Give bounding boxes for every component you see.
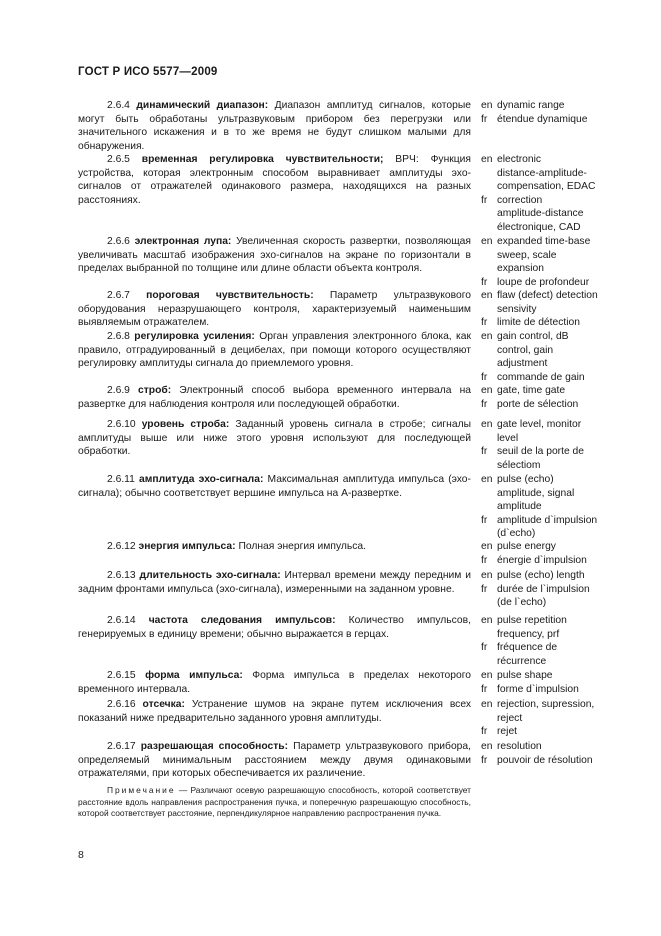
entry-definition: Орган управления электронного блока, как правило, отградуированный в децибелах, при помощи которого осуществляют регулировку амплитуды сигнала до приемлемого уровня. <box>78 331 471 369</box>
fr-term-line <box>481 683 631 697</box>
term-entry <box>78 569 471 596</box>
language-code: en <box>481 570 493 581</box>
fr-term: sélectiom <box>497 459 541 471</box>
entry-definition: Количество импульсов, генерируемых в единицу времени; обычно выражается в герцах. <box>78 615 471 640</box>
en-term: dynamic range <box>497 100 565 111</box>
en-term-line <box>481 669 631 683</box>
fr-term: seuil de la porte de <box>497 446 585 457</box>
en-term-line <box>481 712 631 726</box>
equivalent-terms <box>481 418 631 472</box>
en-term: pulse shape <box>497 670 553 681</box>
language-code: en <box>481 154 493 165</box>
en-term: control, gain <box>497 344 554 356</box>
language-code: en <box>481 699 493 710</box>
language-code: en <box>481 100 493 111</box>
equivalent-terms <box>481 235 631 289</box>
language-code <box>481 167 497 181</box>
language-code: fr <box>481 726 488 737</box>
equivalent-terms <box>481 614 631 668</box>
fr-term-line <box>481 583 631 597</box>
en-term-line <box>481 357 631 371</box>
fr-term: porte de sélection <box>497 398 579 410</box>
language-code: fr <box>481 194 488 206</box>
entry-term: энергия импульса: <box>138 541 236 552</box>
fr-term-line <box>481 221 631 235</box>
language-code <box>481 432 497 446</box>
fr-term-line <box>481 554 631 568</box>
en-term: pulse energy <box>497 541 556 552</box>
en-term: pulse repetition <box>497 615 567 626</box>
entry-number: 2.6.5 <box>107 154 130 165</box>
entry-number: 2.6.16 <box>107 699 136 710</box>
fr-term: récurrence <box>497 655 547 667</box>
entry-number: 2.6.4 <box>107 100 130 111</box>
note-text: — Различают осевую разрешающую способность, которой соответствует расстояние вдоль направления распространения пучка, и поперечную разрешающую способность, которой соответствует расстояние, перпендикулярное направлению распространения пучка. <box>78 785 472 819</box>
fr-term-line <box>481 194 631 208</box>
en-term: gate, time gate <box>497 385 566 396</box>
language-code <box>481 344 497 358</box>
entry-definition: Параметр ультразвукового прибора, определяемый минимальным расстоянием между двумя одинаковыми отражателями, при которых обеспечивается их различение. <box>78 741 471 779</box>
fr-term: étendue dynamique <box>497 113 588 125</box>
entry-number: 2.6.8 <box>107 331 130 342</box>
fr-term-line <box>481 596 631 610</box>
entry-definition: Диапазон амплитуд сигналов, которые могут быть обработаны ультразвуковым прибором без перегрузки или значительного искажения и в то же время не будут слишком малыми для обнаружения. <box>78 100 471 152</box>
equivalent-terms <box>481 569 631 610</box>
en-term: rejection, supression, <box>497 699 595 710</box>
fr-term-line <box>481 371 631 385</box>
fr-term: fréquence de <box>497 642 558 653</box>
equivalent-terms <box>481 289 631 330</box>
term-entry <box>78 235 471 276</box>
fr-term: limite de détection <box>497 317 580 328</box>
fr-term: (de l`echo) <box>497 597 547 608</box>
fr-term: amplitude-distance <box>497 208 584 219</box>
en-term-line <box>481 487 631 501</box>
entry-number: 2.6.10 <box>107 419 136 430</box>
language-code <box>481 180 497 194</box>
en-term-line <box>481 344 631 358</box>
en-term: expansion <box>497 263 544 274</box>
term-entry <box>78 99 471 153</box>
language-code: fr <box>481 754 488 766</box>
language-code: en <box>481 541 493 552</box>
entry-definition: Полная энергия импульса. <box>238 541 366 552</box>
language-code <box>481 655 497 669</box>
en-term-line <box>481 432 631 446</box>
term-entry <box>78 473 471 500</box>
en-term-line <box>481 614 631 628</box>
term-entry <box>78 384 471 411</box>
language-code: fr <box>481 554 488 566</box>
entry-number: 2.6.9 <box>107 385 130 396</box>
entry-definition: ВРЧ: Функция устройства, которая электронным способом выравнивает амплитуды эхо-сигналов от отражателей одинакового размера, находящихся на разных расстояниях. <box>78 154 471 206</box>
entry-term: отсечка: <box>142 699 185 710</box>
en-term: pulse (echo) length <box>497 570 585 581</box>
language-code <box>481 500 497 514</box>
en-term: reject <box>497 712 523 724</box>
entry-definition: Заданный уровень сигнала в стробе; сигналы амплитуды выше или ниже этого уровня используют для последующей обработки. <box>78 419 471 457</box>
language-code: en <box>481 385 493 396</box>
en-term: distance-amplitude- <box>497 167 587 179</box>
en-term: amplitude <box>497 501 542 512</box>
fr-term-line <box>481 641 631 655</box>
entry-number: 2.6.6 <box>107 236 130 247</box>
language-code <box>481 487 497 501</box>
entry-term: амплитуда эхо-сигнала: <box>139 474 264 485</box>
language-code: fr <box>481 276 488 288</box>
entry-term: разрешающая способность: <box>140 741 289 752</box>
language-code: en <box>481 670 493 681</box>
fr-term-line <box>481 655 631 669</box>
en-term: compensation, EDAC <box>497 181 596 192</box>
en-term: resolution <box>497 741 542 752</box>
fr-term: loupe de profondeur <box>497 276 590 288</box>
language-code: en <box>481 419 493 430</box>
en-term-line <box>481 303 631 317</box>
en-term: pulse (echo) <box>497 474 554 485</box>
language-code: en <box>481 290 493 301</box>
language-code <box>481 207 497 221</box>
fr-term-line <box>481 514 631 528</box>
en-term: expanded time-base <box>497 236 591 247</box>
fr-term: forme d`impulsion <box>497 683 579 695</box>
term-entry <box>78 540 471 554</box>
entry-number: 2.6.7 <box>107 290 130 301</box>
en-term-line <box>481 167 631 181</box>
entry-definition: Электронный способ выбора временного интервала на развертке для наблюдения контроля или последующей обработки. <box>78 385 471 410</box>
fr-term: correction <box>497 194 543 206</box>
entry-term: динамический диапазон: <box>136 100 269 111</box>
language-code <box>481 712 497 726</box>
en-term: gain control, dB <box>497 331 569 342</box>
en-term-line <box>481 153 631 167</box>
equivalent-terms <box>481 99 631 126</box>
language-code: fr <box>481 446 488 457</box>
en-term-line <box>481 540 631 554</box>
fr-term-line <box>481 207 631 221</box>
term-entry <box>78 153 471 207</box>
fr-term-line <box>481 113 631 127</box>
language-code <box>481 262 497 276</box>
language-code: fr <box>481 514 488 526</box>
fr-term-line <box>481 754 631 768</box>
equivalent-terms <box>481 384 631 411</box>
entry-term: временная регулировка чувствительности; <box>141 154 384 165</box>
en-term-line <box>481 249 631 263</box>
entry-term: длительность эхо-сигнала: <box>139 570 281 581</box>
en-term-line <box>481 698 631 712</box>
language-code <box>481 303 497 317</box>
fr-term-line <box>481 398 631 412</box>
page-number: 8 <box>78 849 84 861</box>
entry-definition: Параметр ультразвукового оборудования неразрушающего контроля, характеризуемый наименьшим выявляемым отражателем. <box>78 290 471 328</box>
entry-number: 2.6.12 <box>107 541 136 552</box>
equivalent-terms <box>481 698 631 739</box>
entry-term: частота следования импульсов: <box>148 615 336 626</box>
language-code: en <box>481 236 493 247</box>
en-term-line <box>481 740 631 754</box>
fr-term-line <box>481 725 631 739</box>
language-code: fr <box>481 317 488 328</box>
en-term: gate level, monitor <box>497 419 582 430</box>
language-code: en <box>481 331 493 342</box>
entry-definition: Увеличенная скорость развертки, позволяющая увеличивать масштаб изображения эхо-сигналов на экране по горизонтали в пределах выбранной по толщине или длине области объекта контроля. <box>78 236 471 274</box>
entry-definition: Максимальная амплитуда импульса (эхо-сигнала); обычно соответствует вершине импульса на А-развертке. <box>78 474 471 499</box>
language-code: fr <box>481 398 488 410</box>
entry-term: уровень строба: <box>141 419 230 430</box>
language-code: fr <box>481 113 488 125</box>
language-code: fr <box>481 642 488 653</box>
language-code: fr <box>481 583 488 595</box>
equivalent-terms <box>481 669 631 696</box>
en-term: sensivity <box>497 303 537 315</box>
en-term-line <box>481 330 631 344</box>
entry-number: 2.6.15 <box>107 670 136 681</box>
language-code: fr <box>481 371 488 383</box>
equivalent-terms <box>481 473 631 541</box>
entry-number: 2.6.14 <box>107 615 136 626</box>
term-entry <box>78 289 471 330</box>
en-term-line <box>481 500 631 514</box>
en-term-line <box>481 418 631 432</box>
fr-term: (d`echo) <box>497 528 536 539</box>
en-term: sweep, scale <box>497 249 557 261</box>
en-term: adjustment <box>497 358 548 369</box>
language-code: fr <box>481 683 488 695</box>
en-term-line <box>481 628 631 642</box>
en-term-line <box>481 99 631 113</box>
term-entry <box>78 669 471 696</box>
en-term: amplitude, signal <box>497 487 575 499</box>
entry-definition: Интервал времени между передним и задним фронтами импульса (эхо-сигнала), измеренными на заданном уровне. <box>78 570 471 595</box>
entry-term: регулировка усиления: <box>134 331 255 342</box>
fr-term-line <box>481 276 631 290</box>
en-term-line <box>481 180 631 194</box>
fr-term: durée de l`impulsion <box>497 583 590 595</box>
term-entry <box>78 740 471 781</box>
equivalent-terms <box>481 540 631 567</box>
language-code <box>481 527 497 541</box>
fr-term-line <box>481 527 631 541</box>
equivalent-terms <box>481 330 631 384</box>
fr-term: énergie d`impulsion <box>497 554 587 566</box>
fr-term-line <box>481 459 631 473</box>
fr-term: électronique, CAD <box>497 221 581 233</box>
language-code: en <box>481 615 493 626</box>
note <box>78 785 471 820</box>
en-term: flaw (defect) detection <box>497 290 598 301</box>
entry-number: 2.6.11 <box>107 474 135 485</box>
term-entry <box>78 330 471 371</box>
fr-term: commande de gain <box>497 371 585 383</box>
language-code <box>481 628 497 642</box>
language-code <box>481 596 497 610</box>
entry-definition: Форма импульса в пределах некоторого временного интервала. <box>78 670 471 695</box>
equivalent-terms <box>481 740 631 767</box>
entry-number: 2.6.13 <box>107 570 136 581</box>
fr-term: amplitude d`impulsion <box>497 514 598 526</box>
fr-term: rejet <box>497 726 518 737</box>
language-code: en <box>481 741 493 752</box>
term-entry <box>78 418 471 459</box>
en-term-line <box>481 289 631 303</box>
entry-term: строб: <box>138 385 172 396</box>
en-term-line <box>481 473 631 487</box>
term-entry <box>78 614 471 641</box>
entry-term: пороговая чувствительность: <box>146 290 314 301</box>
en-term: level <box>497 432 519 444</box>
en-term-line <box>481 384 631 398</box>
entry-number: 2.6.17 <box>107 741 136 752</box>
language-code <box>481 357 497 371</box>
language-code: en <box>481 474 493 485</box>
fr-term-line <box>481 316 631 330</box>
entry-definition: Устранение шумов на экране путем исключения всех показаний ниже предварительно заданного уровня амплитуды. <box>78 699 471 724</box>
document-header: ГОСТ Р ИСО 5577—2009 <box>78 66 218 78</box>
equivalent-terms <box>481 153 631 234</box>
language-code <box>481 249 497 263</box>
fr-term-line <box>481 445 631 459</box>
entry-term: форма импульса: <box>145 670 243 681</box>
entry-term: электронная лупа: <box>134 236 232 247</box>
term-entry <box>78 698 471 725</box>
fr-term: pouvoir de résolution <box>497 754 593 766</box>
en-term-line <box>481 235 631 249</box>
en-term: electronic <box>497 154 542 165</box>
note-label: Примечание <box>107 785 176 795</box>
language-code <box>481 221 497 235</box>
language-code <box>481 459 497 473</box>
en-term-line <box>481 569 631 583</box>
en-term-line <box>481 262 631 276</box>
en-term: frequency, prf <box>497 628 560 640</box>
